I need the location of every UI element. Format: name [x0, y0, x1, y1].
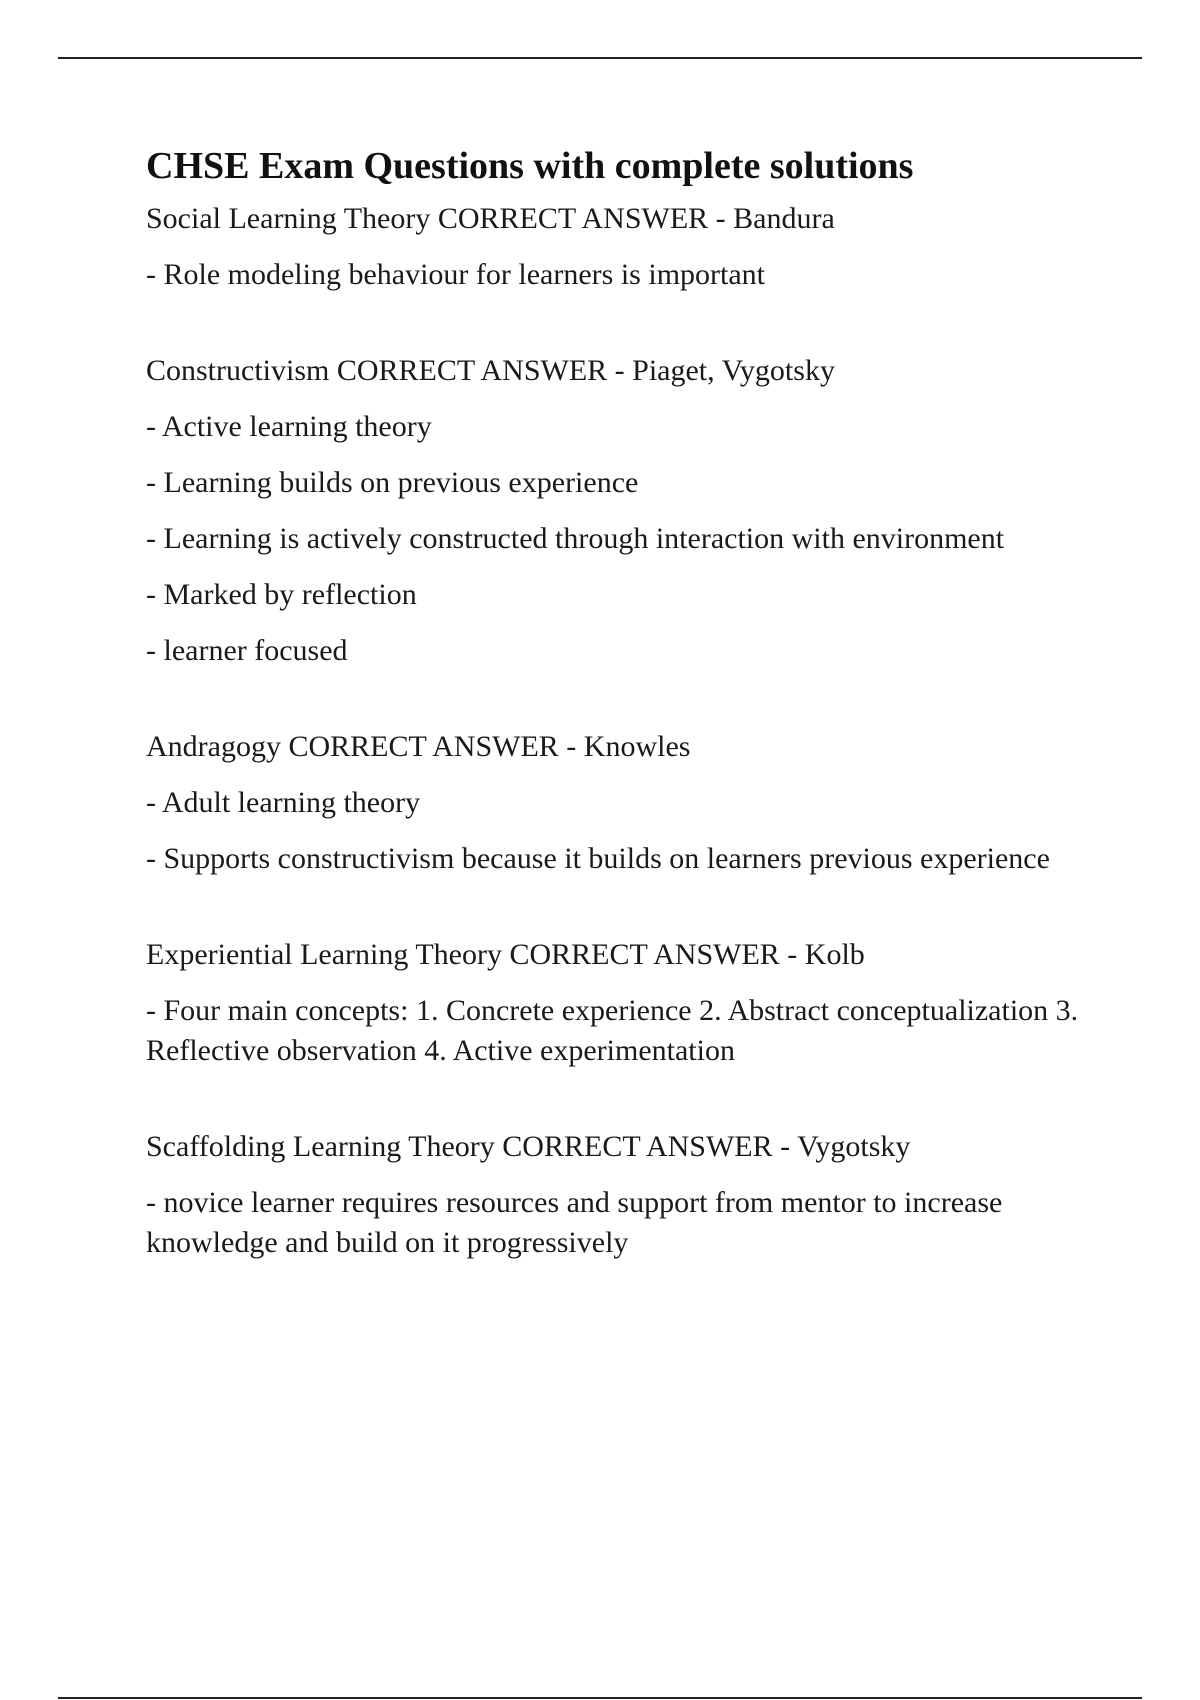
- question: Andragogy CORRECT ANSWER - Knowles: [146, 730, 691, 763]
- answer-point: - Four main concepts: 1. Concrete experience 2. Abstract conceptualization 3. Reflective observation 4. Active experimentation: [146, 994, 1079, 1067]
- answer-point: - learner focused: [146, 634, 348, 667]
- question: Experiential Learning Theory CORRECT ANSWER - Kolb: [146, 938, 865, 971]
- qa-entry-scaffolding: [146, 1127, 1086, 1263]
- qa-entry-constructivism: [146, 351, 1086, 671]
- answer-point: - Adult learning theory: [146, 786, 421, 819]
- qa-entry-experiential-learning: [146, 935, 1086, 1071]
- question: Constructivism CORRECT ANSWER - Piaget, Vygotsky: [146, 354, 835, 387]
- qa-entry-andragogy: [146, 727, 1086, 879]
- answer-point: - Learning builds on previous experience: [146, 466, 639, 499]
- answer-point: - Role modeling behaviour for learners is important: [146, 258, 765, 291]
- question: Scaffolding Learning Theory CORRECT ANSWER - Vygotsky: [146, 1130, 911, 1163]
- header-rule: [58, 57, 1142, 59]
- answer-point: - novice learner requires resources and support from mentor to increase knowledge and build on it progressively: [146, 1186, 1003, 1259]
- qa-entry-social-learning: [146, 199, 1086, 295]
- document-body: [146, 142, 1086, 1263]
- answer-point: - Marked by reflection: [146, 578, 417, 611]
- question: Social Learning Theory CORRECT ANSWER - Bandura: [146, 202, 835, 235]
- answer-point: - Learning is actively constructed through interaction with environment: [146, 522, 1005, 555]
- answer-point: - Active learning theory: [146, 410, 432, 443]
- answer-point: - Supports constructivism because it builds on learners previous experience: [146, 842, 1050, 875]
- footer-rule: [58, 1697, 1142, 1699]
- document-title: CHSE Exam Questions with complete solutions: [146, 145, 914, 187]
